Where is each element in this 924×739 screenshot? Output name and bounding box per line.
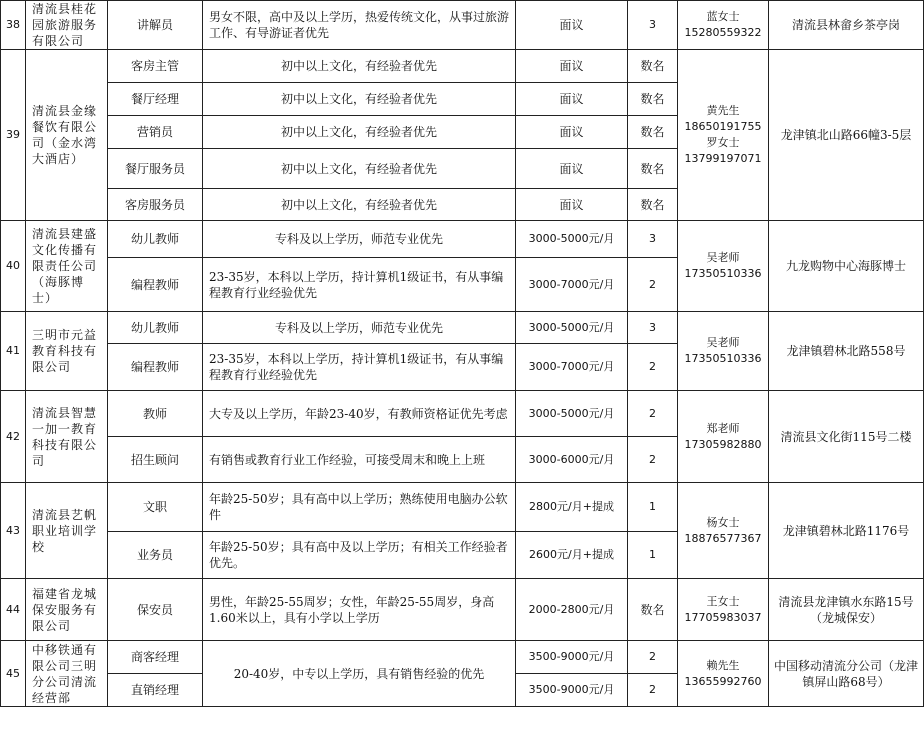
company-address: 龙津镇碧林北路558号 [769, 312, 924, 391]
position-requirement: 初中以上文化，有经验者优先 [203, 83, 516, 116]
table-row [1, 391, 924, 437]
company-name: 清流县艺帆职业培训学校 [26, 483, 108, 579]
position-requirement: 专科及以上学历，师范专业优先 [203, 221, 516, 258]
position-salary: 2000-2800元/月 [516, 579, 628, 641]
position-title: 编程教师 [108, 258, 203, 312]
position-title: 餐厅经理 [108, 83, 203, 116]
company-name: 清流县智慧一加一教育科技有限公司 [26, 391, 108, 483]
position-salary: 2800元/月+提成 [516, 483, 628, 532]
position-salary: 面议 [516, 1, 628, 50]
position-salary: 面议 [516, 116, 628, 149]
position-count: 2 [628, 437, 678, 483]
position-title: 餐厅服务员 [108, 149, 203, 189]
position-count: 3 [628, 221, 678, 258]
company-name: 清流县建盛文化传播有限责任公司（海豚博士） [26, 221, 108, 312]
company-name: 清流县桂花园旅游服务有限公司 [26, 1, 108, 50]
position-salary: 3500-9000元/月 [516, 674, 628, 707]
position-requirement: 男女不限，高中及以上学历，热爱传统文化，从事过旅游工作、有导游证者优先 [203, 1, 516, 50]
company-address: 龙津镇北山路66幢3-5层 [769, 50, 924, 221]
row-number: 40 [1, 221, 26, 312]
table-row [1, 579, 924, 641]
contact-info: 蓝女士 15280559322 [678, 1, 769, 50]
position-count: 3 [628, 312, 678, 344]
company-address: 清流县林畲乡茶亭岗 [769, 1, 924, 50]
position-salary: 3000-5000元/月 [516, 221, 628, 258]
position-salary: 面议 [516, 50, 628, 83]
position-requirement: 年龄25-50岁；具有高中以上学历；熟练使用电脑办公软件 [203, 483, 516, 532]
position-count: 1 [628, 483, 678, 532]
position-count: 2 [628, 674, 678, 707]
company-name: 清流县金缘餐饮有限公司（金水湾大酒店） [26, 50, 108, 221]
position-requirement: 初中以上文化，有经验者优先 [203, 149, 516, 189]
company-name: 三明市元益教育科技有限公司 [26, 312, 108, 391]
row-number: 41 [1, 312, 26, 391]
position-requirement: 初中以上文化，有经验者优先 [203, 189, 516, 221]
company-address: 龙津镇碧林北路1176号 [769, 483, 924, 579]
contact-info: 吴老师 17350510336 [678, 312, 769, 391]
company-address: 九龙购物中心海豚博士 [769, 221, 924, 312]
position-title: 招生顾问 [108, 437, 203, 483]
position-count: 数名 [628, 50, 678, 83]
position-requirement: 20-40岁，中专以上学历，具有销售经验的优先 [203, 641, 516, 707]
position-title: 营销员 [108, 116, 203, 149]
row-number: 45 [1, 641, 26, 707]
contact-info: 王女士 17705983037 [678, 579, 769, 641]
table-row [1, 50, 924, 83]
position-count: 数名 [628, 83, 678, 116]
table-row [1, 641, 924, 674]
contact-info: 吴老师 17350510336 [678, 221, 769, 312]
row-number: 42 [1, 391, 26, 483]
position-salary: 3000-7000元/月 [516, 344, 628, 391]
position-title: 客房服务员 [108, 189, 203, 221]
position-salary: 面议 [516, 149, 628, 189]
position-count: 数名 [628, 579, 678, 641]
position-count: 数名 [628, 149, 678, 189]
position-count: 2 [628, 258, 678, 312]
position-title: 讲解员 [108, 1, 203, 50]
position-salary: 3000-7000元/月 [516, 258, 628, 312]
position-salary: 3000-6000元/月 [516, 437, 628, 483]
position-title: 文职 [108, 483, 203, 532]
position-title: 幼儿教师 [108, 221, 203, 258]
position-count: 数名 [628, 116, 678, 149]
row-number: 44 [1, 579, 26, 641]
table-row [1, 1, 924, 50]
position-salary: 3000-5000元/月 [516, 312, 628, 344]
position-count: 2 [628, 344, 678, 391]
position-salary: 3500-9000元/月 [516, 641, 628, 674]
company-address: 清流县龙津镇水东路15号（龙城保安） [769, 579, 924, 641]
position-title: 商客经理 [108, 641, 203, 674]
position-requirement: 男性，年龄25-55周岁；女性，年龄25-55周岁，身高1.60米以上，具有小学以上学历 [203, 579, 516, 641]
contact-info: 杨女士 18876577367 [678, 483, 769, 579]
company-name: 福建省龙城保安服务有限公司 [26, 579, 108, 641]
contact-info: 郑老师 17305982880 [678, 391, 769, 483]
position-salary: 面议 [516, 189, 628, 221]
contact-info: 黄先生 18650191755 罗女士 13799197071 [678, 50, 769, 221]
position-title: 业务员 [108, 532, 203, 579]
company-address: 清流县文化街115号二楼 [769, 391, 924, 483]
position-count: 数名 [628, 189, 678, 221]
row-number: 43 [1, 483, 26, 579]
table-row [1, 483, 924, 532]
position-count: 2 [628, 391, 678, 437]
position-requirement: 有销售或教育行业工作经验，可接受周末和晚上上班 [203, 437, 516, 483]
position-requirement: 初中以上文化，有经验者优先 [203, 116, 516, 149]
position-count: 3 [628, 1, 678, 50]
position-title: 教师 [108, 391, 203, 437]
position-title: 幼儿教师 [108, 312, 203, 344]
row-number: 39 [1, 50, 26, 221]
position-requirement: 大专及以上学历，年龄23-40岁，有教师资格证优先考虑 [203, 391, 516, 437]
position-salary: 3000-5000元/月 [516, 391, 628, 437]
position-title: 编程教师 [108, 344, 203, 391]
contact-info: 赖先生 13655992760 [678, 641, 769, 707]
company-name: 中移铁通有限公司三明分公司清流经营部 [26, 641, 108, 707]
row-number: 38 [1, 1, 26, 50]
position-requirement: 专科及以上学历，师范专业优先 [203, 312, 516, 344]
position-salary: 2600元/月+提成 [516, 532, 628, 579]
position-title: 保安员 [108, 579, 203, 641]
position-title: 客房主管 [108, 50, 203, 83]
position-requirement: 初中以上文化，有经验者优先 [203, 50, 516, 83]
table-row [1, 312, 924, 344]
position-title: 直销经理 [108, 674, 203, 707]
company-address: 中国移动清流分公司（龙津镇屏山路68号） [769, 641, 924, 707]
position-requirement: 23-35岁，本科以上学历，持计算机1级证书，有从事编程教育行业经验优先 [203, 344, 516, 391]
position-salary: 面议 [516, 83, 628, 116]
position-count: 1 [628, 532, 678, 579]
table-row [1, 221, 924, 258]
position-requirement: 年龄25-50岁；具有高中及以上学历；有相关工作经验者优先。 [203, 532, 516, 579]
position-requirement: 23-35岁，本科以上学历，持计算机1级证书，有从事编程教育行业经验优先 [203, 258, 516, 312]
position-count: 2 [628, 641, 678, 674]
